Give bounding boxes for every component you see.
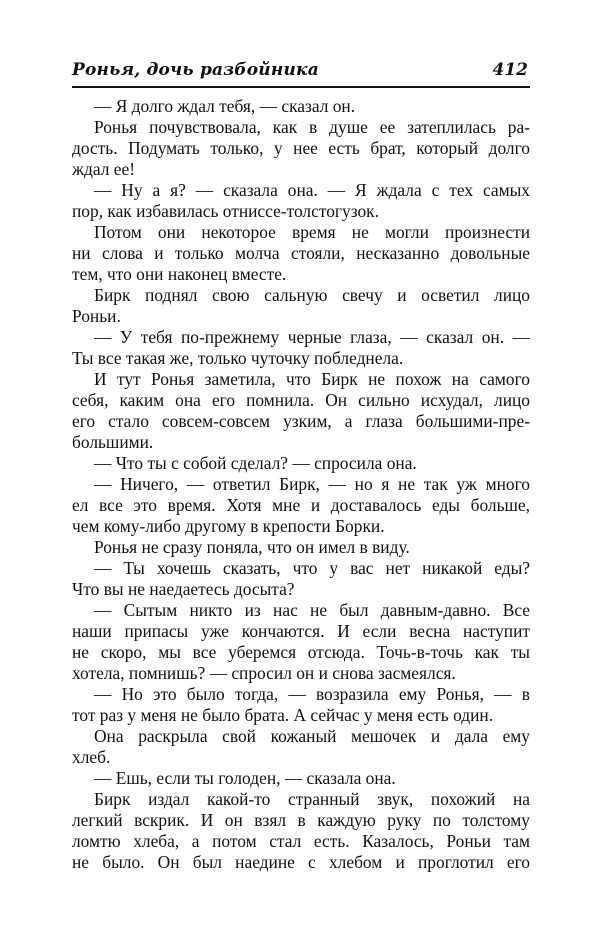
text-line: Ронья почувствовала, как в душе ее затеплилась ра- [94,117,530,137]
page-number: 412 [492,60,528,80]
body-text [72,96,530,873]
text-line: Бирк поднял свою сальную свечу и осветил лицо [94,285,530,305]
text-line: Ронья не сразу поняла, что он имел в виду. [94,537,410,557]
text-line: — Ты хочешь сказать, что у вас нет никакой еды? [94,558,530,578]
text-line: чем кому-либо другому в крепости Борки. [72,516,385,536]
text-line: — Ешь, если ты голоден, — сказала она. [94,768,396,788]
text-line: дость. Подумать только, у нее есть брат, который долго [72,138,530,158]
text-line: — Я долго ждал тебя, — сказал он. [94,96,356,116]
text-line: хотела, помнишь? — спросил он и снова засмеялся. [72,663,456,683]
text-line: — У тебя по-прежнему черные глаза, — сказал он. — [94,327,530,347]
text-line: легкий вскрик. И он взял в каждую руку по толстому [72,810,530,830]
text-line: — Сытым никто из нас не был давным-давно. Все [94,600,530,620]
text-line: — Ничего, — ответил Бирк, — но я не так уж много [94,474,530,494]
text-line: ломтю хлеба, а потом стал есть. Казалось, Роньи там [72,831,530,851]
text-line: Ты все такая же, только чуточку побледнела. [72,348,404,368]
text-line: тот раз у меня не было брата. А сейчас у меня есть один. [72,705,494,725]
text-line: ждал ее! [72,159,135,179]
text-line: его стало совсем-совсем узким, а глаза большими-пре- [72,411,530,431]
text-line: себя, каким она его помнила. Он сильно исхудал, лицо [72,390,530,410]
text-line: пор, как избавилась отниссе-толстогузок. [72,201,379,221]
text-line: хлеб. [72,747,111,767]
text-line: ни слова и только молча стояли, несказанно довольные [72,243,530,263]
text-line: не скоро, мы все уберемся отсюда. Точь-в-точь как ты [72,642,530,662]
text-line: тем, что они наконец вместе. [72,264,287,284]
text-line: — Что ты с собой сделал? — спросила она. [94,453,417,473]
page-header [72,60,530,88]
text-line: Она раскрыла свой кожаный мешочек и дала ему [94,726,530,746]
text-line: не было. Он был наедине с хлебом и проглотил его [72,852,530,872]
text-line: большими. [72,432,154,452]
text-line: И тут Ронья заметила, что Бирк не похож на самого [94,369,530,389]
text-line: Что вы не наедаетесь досыта? [72,579,295,599]
text-line: ел все это время. Хотя мне и доставалось еды больше, [72,495,530,515]
running-title: Ронья, дочь разбойника [72,60,319,80]
text-line: Роньи. [72,306,121,326]
text-line: Бирк издал какой-то странный звук, похожий на [94,789,530,809]
text-line: наши припасы уже кончаются. И если весна наступит [72,621,530,641]
header-rule [72,86,530,88]
text-line: — Ну а я? — сказала она. — Я ждала с тех самых [94,180,530,200]
text-line: Потом они некоторое время не могли произнести [94,222,530,242]
text-line: — Но это было тогда, — возразила ему Ронья, — в [94,684,530,704]
